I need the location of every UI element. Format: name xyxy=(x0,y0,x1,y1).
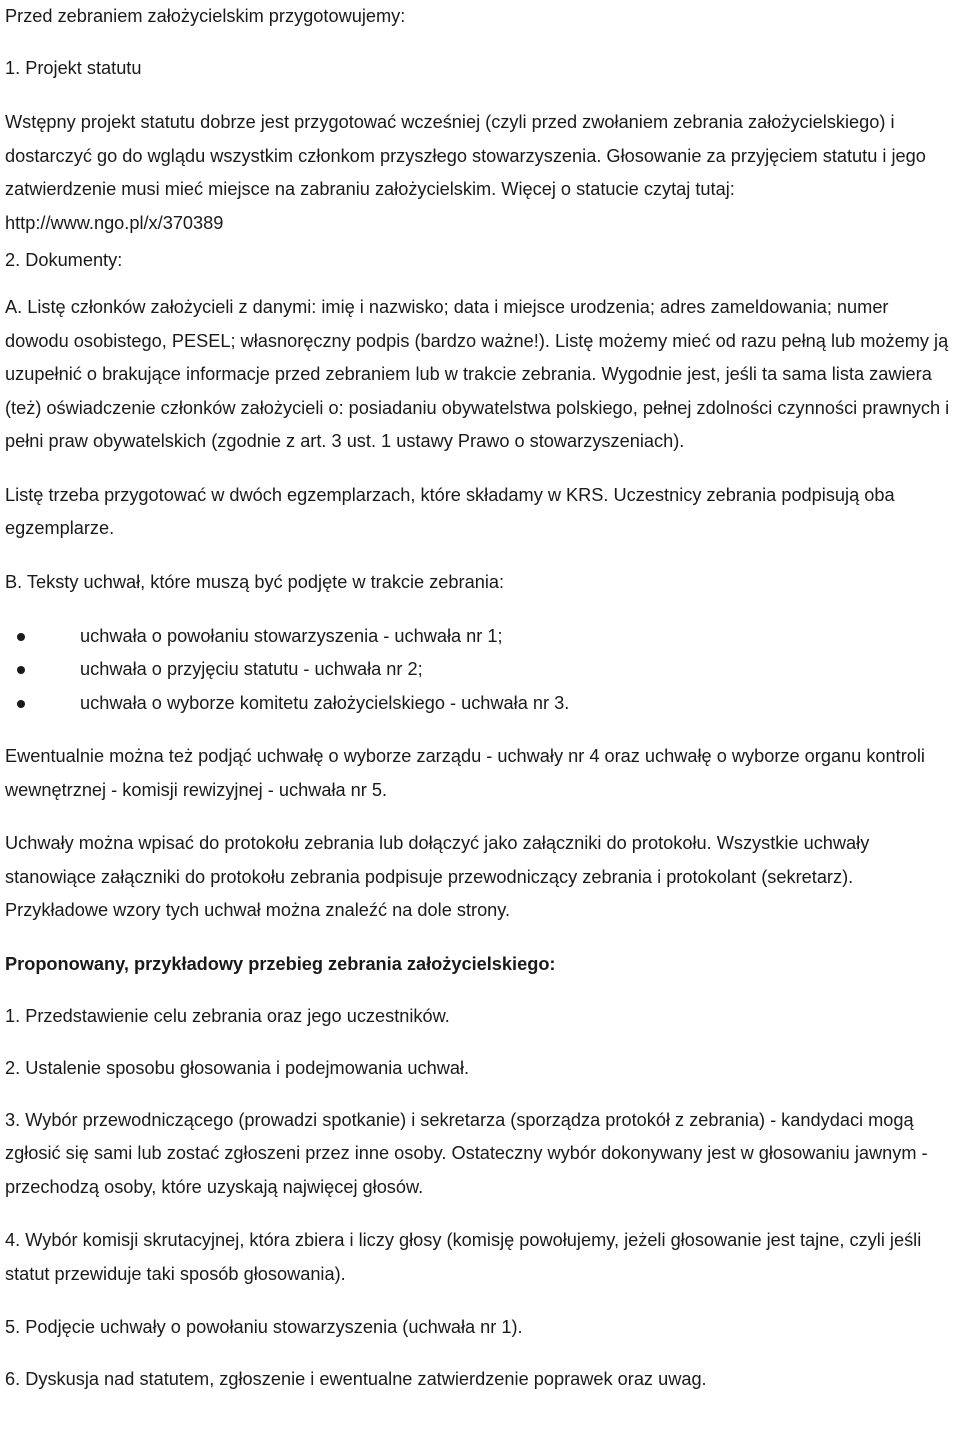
agenda-item-2: 2. Ustalenie sposobu głosowania i podejmowania uchwał. xyxy=(5,1057,470,1078)
agenda-item-4: 4. Wybór komisji skrutacyjnej, która zbiera i liczy głosy (komisję powołujemy, jeżeli głosowanie jest tajne, czyli jeśli statut przewiduje taki sposób głosowania). xyxy=(5,1230,922,1284)
list-item-text: uchwała o przyjęciu statutu - uchwała nr 2; xyxy=(80,659,423,679)
intro-line: Przed zebraniem założycielskim przygotowujemy: xyxy=(5,6,406,26)
section-1-heading: 1. Projekt statutu xyxy=(5,58,142,78)
protocol-paragraph: Uchwały można wpisać do protokołu zebrania lub dołączyć jako załączniki do protokołu. Wszystkie uchwały stanowiące załączniki do protokołu zebrania podpisuje przewodniczący zebrania i protokolant (sekretarz). Przykładowe wzory tych uchwał można znaleźć na dole strony. xyxy=(5,833,870,920)
bullet-icon xyxy=(17,700,25,708)
list-item xyxy=(5,653,954,687)
resolutions-heading: B. Teksty uchwał, które muszą być podjęte w trakcie zebrania: xyxy=(5,571,505,592)
list-item-text: uchwała o wyborze komitetu założycielskiego - uchwała nr 3. xyxy=(80,692,570,713)
members-list-paragraph: A. Listę członków założycieli z danymi: imię i nazwisko; data i miejsce urodzenia; adres zameldowania; numer dowodu osobistego, PESEL; własnoręczny podpis (bardzo ważne!). Listę możemy mieć od razu pełną lub możemy ją uzupełnić o brakujące informacje przed zebraniem lub w trakcie zebrania. Wygodnie jest, jeśli ta sama lista zawiera (też) oświadczenie członków założycieli o: posiadaniu obywatelstwa polskiego, pełnej zdolności czynności prawnych i pełni praw obywatelskich (zgodnie z art. 3 ust. 1 ustawy Prawo o stowarzyszeniach). xyxy=(5,297,950,451)
agenda-item-5: 5. Podjęcie uchwały o powołaniu stowarzyszenia (uchwała nr 1). xyxy=(5,1317,523,1337)
agenda-item-3: 3. Wybór przewodniczącego (prowadzi spotkanie) i sekretarza (sporządza protokół z zebrania) - kandydaci mogą zgłosić się sami lub zostać zgłoszeni przez inne osoby. Ostateczny wybór dokonywany jest w głosowaniu jawnym - przechodzą osoby, które uzyskają najwięcej głosów. xyxy=(5,1109,928,1197)
optional-resolutions-paragraph: Ewentualnie można też podjąć uchwałę o wyborze zarządu - uchwały nr 4 oraz uchwałę o wyborze organu kontroli wewnętrznej - komisji rewizyjnej - uchwała nr 5. xyxy=(5,746,925,800)
section-2-heading: 2. Dokumenty: xyxy=(5,250,123,270)
agenda-item-6: 6. Dyskusja nad statutem, zgłoszenie i ewentualne zatwierdzenie poprawek oraz uwag. xyxy=(5,1369,707,1389)
agenda-heading: Proponowany, przykładowy przebieg zebrania założycielskiego: xyxy=(5,953,556,974)
bullet-icon xyxy=(17,666,25,674)
agenda-item-1: 1. Przedstawienie celu zebrania oraz jego uczestników. xyxy=(5,1005,450,1026)
bullet-icon xyxy=(17,633,25,641)
copies-paragraph: Listę trzeba przygotować w dwóch egzemplarzach, które składamy w KRS. Uczestnicy zebrania podpisują oba egzemplarze. xyxy=(5,484,895,538)
list-item xyxy=(5,687,954,721)
resolutions-list xyxy=(5,620,954,721)
list-item-text: uchwała o powołaniu stowarzyszenia - uchwała nr 1; xyxy=(80,625,503,646)
list-item xyxy=(5,620,954,654)
section-1-paragraph: Wstępny projekt statutu dobrze jest przygotować wcześniej (czyli przed zwołaniem zebrania założycielskiego) i dostarczyć go do wglądu wszystkim członkom przyszłego stowarzyszenia. Głosowanie za przyjęciem statutu i jego zatwierdzenie musi mieć miejsce na zabraniu założycielskim. Więcej o statucie czytaj tutaj: http://www.ngo.pl/x/370389 xyxy=(5,112,926,233)
